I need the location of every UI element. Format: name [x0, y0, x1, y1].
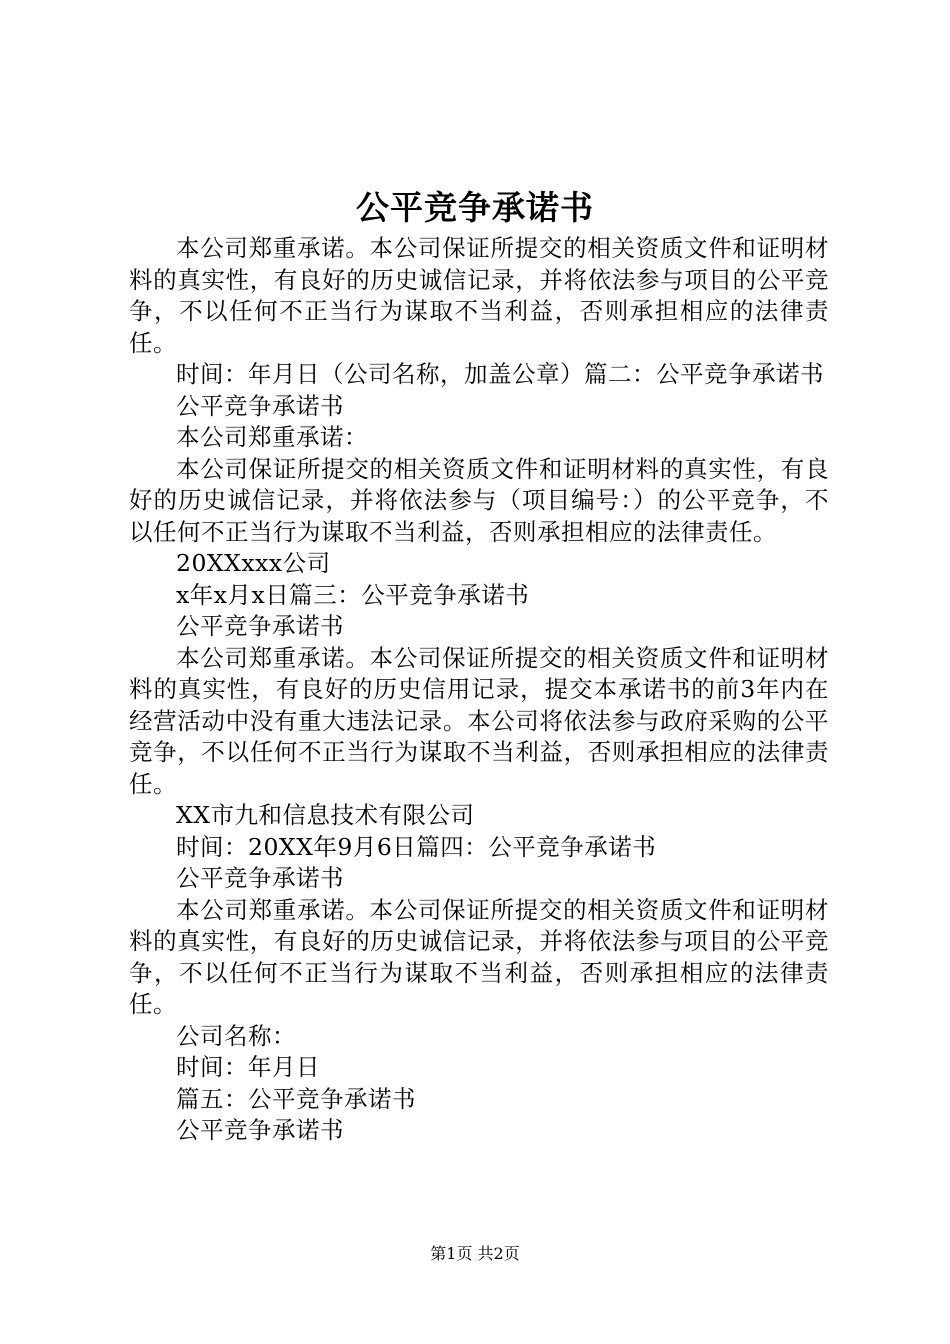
paragraph-heading-2: 公平竞争承诺书: [176, 391, 344, 420]
document-body: [129, 233, 829, 1147]
paragraph-date-section-4: 时间：20XX年9月6日篇四：公平竞争承诺书: [176, 832, 657, 861]
paragraph-commitment-intro-2: 本公司郑重承诺：: [176, 423, 368, 451]
paragraph-heading-4: 公平竞争承诺书: [176, 864, 344, 892]
paragraph-commitment-1: 本公司郑重承诺。本公司保证所提交的相关资质文件和证明材料的真实性，有良好的历史诚信记录，并将依法参与项目的公平竞争，不以任何不正当行为谋取不当利益，否则承担相应的法律责任。: [129, 234, 829, 357]
paragraph-commitment-4: 本公司郑重承诺。本公司保证所提交的相关资质文件和证明材料的真实性，有良好的历史诚信记录，并将依法参与项目的公平竞争，不以任何不正当行为谋取不当利益，否则承担相应的法律责任。: [129, 895, 829, 1018]
paragraph-date-section-2: 时间：年月日（公司名称，加盖公章）篇二：公平竞争承诺书: [176, 360, 824, 388]
paragraph-date-section-3: x年x月x日篇三：公平竞争承诺书: [176, 580, 530, 609]
paragraph-company-2: 20XXxxx公司: [176, 549, 331, 577]
paragraph-date-4: 时间：年月日: [176, 1053, 320, 1081]
page-number-footer: 第1页 共2页: [430, 1244, 520, 1263]
paragraph-heading-3: 公平竞争承诺书: [176, 612, 344, 640]
paragraph-commitment-3: 本公司郑重承诺。本公司保证所提交的相关资质文件和证明材料的真实性，有良好的历史信用记录，提交本承诺书的前3年内在经营活动中没有重大违法记录。本公司将依法参与政府采购的公平竞争，不以任何不正当行为谋取不当利益，否则承担相应的法律责任。: [129, 643, 829, 798]
document-title: 公平竞争承诺书: [356, 188, 594, 227]
paragraph-commitment-2: 本公司保证所提交的相关资质文件和证明材料的真实性，有良好的历史诚信记录，并将依法参与（项目编号：）的公平竞争，不以任何不正当行为谋取不当利益，否则承担相应的法律责任。: [129, 454, 829, 546]
paragraph-section-5: 篇五：公平竞争承诺书: [176, 1084, 416, 1113]
paragraph-company-3: XX市九和信息技术有限公司: [176, 801, 475, 829]
paragraph-company-name-4: 公司名称：: [176, 1021, 296, 1050]
paragraph-heading-5: 公平竞争承诺书: [176, 1116, 344, 1144]
